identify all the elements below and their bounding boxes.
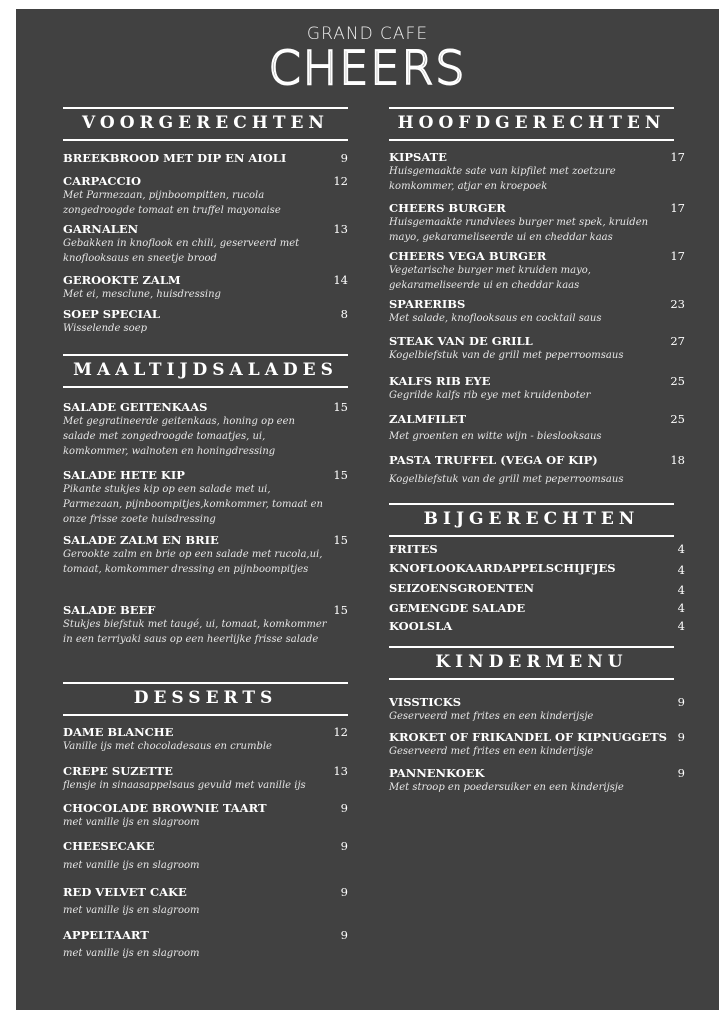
item-description: Met salade, knoflooksaus en cocktail saus (389, 313, 602, 324)
section-title: KINDERMENU (435, 652, 628, 672)
brand-subtitle: GRAND CAFE (306, 24, 429, 44)
menu-item (389, 249, 685, 293)
item-description: Met ei, mesclune, huisdressing (63, 289, 221, 300)
menu-item (63, 839, 348, 873)
item-description: flensje in sinaasappelsaus gevuld met vanille ijs (63, 780, 306, 791)
item-description: Gegrilde kalfs rib eye met kruidenboter (389, 390, 591, 401)
menu-item (63, 222, 348, 266)
item-price: 15 (333, 468, 348, 482)
section-header-hoofdgerechten (389, 107, 674, 141)
item-price: 25 (670, 412, 685, 426)
item-name: GARNALEN (63, 222, 139, 236)
item-description: Kogelbiefstuk van de grill met peperroomsaus (389, 350, 624, 361)
menu-item (63, 533, 348, 577)
item-description: Vanille ijs met chocoladesaus en crumble (63, 741, 272, 752)
item-price: 17 (670, 249, 685, 263)
item-description: Kogelbiefstuk van de grill met peperroomsaus (389, 474, 624, 485)
item-price: 15 (333, 533, 348, 547)
item-price: 12 (333, 174, 348, 188)
menu-item (389, 581, 685, 597)
item-price: 4 (677, 583, 685, 597)
item-name: SALADE ZALM EN BRIE (63, 533, 219, 547)
menu-page (16, 9, 719, 1010)
item-price: 8 (340, 307, 348, 321)
item-name: GEROOKTE ZALM (63, 273, 181, 287)
item-price: 4 (677, 601, 685, 615)
menu-item (389, 453, 685, 487)
item-name: SEIZOENSGROENTEN (389, 581, 534, 595)
item-price: 9 (340, 928, 348, 942)
item-name: CREPE SUZETTE (63, 764, 173, 778)
item-name: CHOCOLADE BROWNIE TAART (63, 801, 267, 815)
item-name: SALADE BEEF (63, 603, 156, 617)
section-header-voorgerechten (63, 107, 348, 141)
menu-item (389, 619, 685, 633)
item-name: PASTA TRUFFEL (VEGA OF KIP) (389, 453, 598, 467)
section-header-desserts (63, 682, 348, 716)
item-name: RED VELVET CAKE (63, 885, 187, 899)
item-description: Gebakken in knoflook en chili, geserveerd met knoflooksaus en sneetje brood (63, 238, 300, 264)
menu-item (63, 885, 348, 918)
item-name: KIPSATE (389, 150, 447, 164)
item-price: 15 (333, 603, 348, 617)
item-name: BREEKBROOD MET DIP EN AIOLI (63, 151, 287, 165)
item-name: CHEESECAKE (63, 839, 155, 853)
item-description: Met Parmezaan, pijnboompitten, rucola zongedroogde tomaat en truffel mayonaise (63, 190, 281, 216)
item-price: 14 (333, 273, 348, 287)
item-name: SALADE GEITENKAAS (63, 400, 208, 414)
item-name: CHEERS VEGA BURGER (389, 249, 547, 263)
menu-item (63, 801, 348, 830)
menu-item (389, 150, 685, 194)
item-price: 15 (333, 400, 348, 414)
menu-item (63, 151, 348, 165)
item-description: met vanille ijs en slagroom (63, 905, 200, 916)
item-price: 9 (340, 151, 348, 165)
item-price: 17 (670, 201, 685, 215)
item-name: PANNENKOEK (389, 766, 485, 780)
menu-item (63, 603, 348, 647)
item-name: KOOLSLA (389, 619, 453, 633)
section-title: DESSERTS (133, 688, 278, 708)
item-price: 9 (340, 839, 348, 853)
item-description: Gerookte zalm en brie op een salade met rucola,ui, tomaat, komkommer dressing en pijnboompitjes (63, 549, 323, 575)
menu-item (389, 730, 685, 759)
item-description: Pikante stukjes kip op een salade met ui, Parmezaan, pijnboompitjes,komkommer, tomaat en onze frisse zoete huisdressing (63, 484, 323, 525)
item-name: KNOFLOOKAARDAPPELSCHIJFJES (389, 561, 616, 575)
menu-item (63, 725, 348, 754)
item-description: Met groenten en witte wijn - bieslooksaus (389, 431, 602, 442)
menu-item (389, 542, 685, 556)
item-price: 4 (677, 542, 685, 556)
item-name: DAME BLANCHE (63, 725, 174, 739)
item-name: SPARERIBS (389, 297, 466, 311)
item-price: 4 (677, 563, 685, 577)
brand-logo: CHEERS (268, 41, 467, 95)
item-description: met vanille ijs en slagroom (63, 948, 200, 959)
item-description: Geserveerd met frites en een kinderijsje (389, 711, 594, 722)
item-price: 12 (333, 725, 348, 739)
item-price: 17 (670, 150, 685, 164)
item-description: met vanille ijs en slagroom (63, 860, 200, 871)
item-description: Wisselende soep (63, 323, 148, 334)
item-name: STEAK VAN DE GRILL (389, 334, 533, 348)
menu-item (63, 273, 348, 302)
item-price: 13 (333, 222, 348, 236)
section-title: HOOFDGERECHTEN (397, 113, 666, 133)
item-name: APPELTAART (63, 928, 149, 942)
item-price: 27 (670, 334, 685, 348)
menu-item (389, 601, 685, 615)
menu-item (389, 374, 685, 403)
item-description: Huisgemaakte sate van kipfilet met zoetzure komkommer, atjar en kroepoek (389, 166, 616, 192)
item-price: 9 (677, 695, 685, 709)
item-description: met vanille ijs en slagroom (63, 817, 200, 828)
item-description: Vegetarische burger met kruiden mayo, gekarameliseerde ui en cheddar kaas (389, 265, 591, 291)
item-name: VISSTICKS (389, 695, 462, 709)
item-name: CARPACCIO (63, 174, 142, 188)
item-name: ZALMFILET (389, 412, 467, 426)
menu-item (389, 412, 685, 444)
menu-item (389, 201, 685, 245)
section-title: MAALTIJDSALADES (73, 360, 338, 380)
item-name: CHEERS BURGER (389, 201, 506, 215)
item-description: Geserveerd met frites en een kinderijsje (389, 746, 594, 757)
menu-item (63, 307, 348, 336)
item-name: GEMENGDE SALADE (389, 601, 526, 615)
item-price: 9 (340, 801, 348, 815)
item-price: 9 (677, 730, 685, 744)
menu-item (63, 928, 348, 961)
item-price: 4 (677, 619, 685, 633)
item-price: 18 (670, 453, 685, 467)
item-name: KROKET OF FRIKANDEL OF KIPNUGGETS (389, 730, 667, 744)
item-price: 9 (340, 885, 348, 899)
item-price: 23 (670, 297, 685, 311)
item-description: Huisgemaakte rundvlees burger met spek, kruiden mayo, gekarameliseerde ui en cheddar kaas (389, 217, 649, 243)
section-title: BIJGERECHTEN (423, 509, 640, 529)
section-header-maaltijdsalades (63, 354, 348, 388)
item-name: KALFS RIB EYE (389, 374, 491, 388)
menu-item (63, 764, 348, 793)
section-header-bijgerechten (389, 503, 674, 537)
item-description: Stukjes biefstuk met taugé, ui, tomaat, komkommer in een terriyaki saus op een heerlijke frisse salade (63, 619, 327, 645)
menu-item (389, 766, 685, 795)
menu-item (63, 400, 348, 459)
menu-item (389, 695, 685, 724)
item-description: Met gegratineerde geitenkaas, honing op een salade met zongedroogde tomaatjes, ui, komkommer, walnoten en honingdressing (63, 416, 295, 457)
section-title: VOORGERECHTEN (82, 113, 329, 133)
item-description: Met stroop en poedersuiker en een kinderijsje (389, 782, 624, 793)
menu-item (389, 334, 685, 363)
menu-item (389, 561, 685, 577)
menu-item (63, 468, 348, 527)
item-price: 9 (677, 766, 685, 780)
item-name: SOEP SPECIAL (63, 307, 160, 321)
item-price: 13 (333, 764, 348, 778)
item-name: SALADE HETE KIP (63, 468, 185, 482)
menu-item (63, 174, 348, 218)
menu-item (389, 297, 685, 326)
section-header-kindermenu (389, 646, 674, 680)
item-name: FRITES (389, 542, 438, 556)
item-price: 25 (670, 374, 685, 388)
